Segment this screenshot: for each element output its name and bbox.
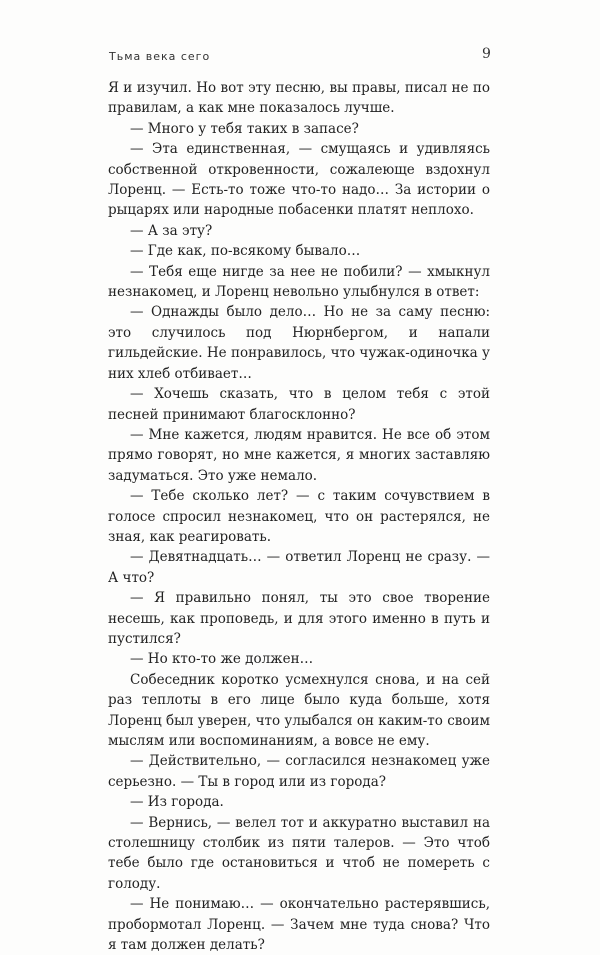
paragraph: — Вернись, — велел тот и аккуратно выставил на столешницу столбик из пяти талеров. — Это чтоб тебе было где остановиться и чтоб не помереть с голоду. [108,814,490,892]
paragraph: — Мне кажется, людям нравится. Не все об этом прямо говорят, но мне кажется, я многих заставляю задуматься. Это уже немало. [108,426,490,484]
body-text [108,78,490,955]
paragraph: — А за эту? [130,222,213,239]
paragraph: — Много у тебя таких в запасе? [130,120,359,137]
paragraph: — Однажды было дело… Но не за саму песню: это случилось под Нюрнбергом, и напали гильдейские. Не понравилось, что чужак-одиночка у них хлеб отбивает… [108,304,490,382]
paragraph: — Хочешь сказать, что в целом тебя с этой песней принимают благосклонно? [108,386,490,423]
paragraph: — Где как, по-всякому бывало… [130,243,361,260]
paragraph: Собеседник коротко усмехнулся снова, и на сей раз теплоты в его лице было куда больше, хотя Лоренц был уверен, что улыбался он каким-то своим мыслям или воспоминаниям, а вовсе не ему. [108,671,490,749]
paragraph: — Девятнадцать… — ответил Лоренц не сразу. — А что? [108,549,490,586]
paragraph: — Но кто-то же должен… [130,651,314,668]
paragraph: — Эта единственная, — смущаясь и удивляясь собственной откровенности, сожалеюще вздохнул Лоренц. — Есть-то тоже что-то надо… За истории о рыцарях или народные побасенки платят неплохо. [108,141,490,219]
paragraph: — Я правильно понял, ты это свое творение несешь, как проповедь, и для этого именно в путь и пустился? [108,590,490,647]
paragraph: — Действительно, — согласился незнакомец уже серьезно. — Ты в город или из города? [108,753,490,790]
paragraph: Я и изучил. Но вот эту песню, вы правы, писал не по правилам, а как мне показалось лучше. [108,80,490,117]
paragraph: — Тебя еще нигде за нее не побили? — хмыкнул незнакомец, и Лоренц невольно улыбнулся в ответ: [108,263,490,301]
paragraph: — Тебе сколько лет? — с таким сочувствием в голосе спросил незнакомец, что он растерялся, не зная, как реагировать. [108,488,490,545]
paragraph: — Не понимаю… — окончательно растерявшись, пробормотал Лоренц. — Зачем мне туда снова? Что я там должен делать? [108,896,490,954]
page-number: 9 [482,46,491,62]
running-head: Тьма века сего [109,50,211,63]
paragraph: — Из города. [130,794,224,811]
